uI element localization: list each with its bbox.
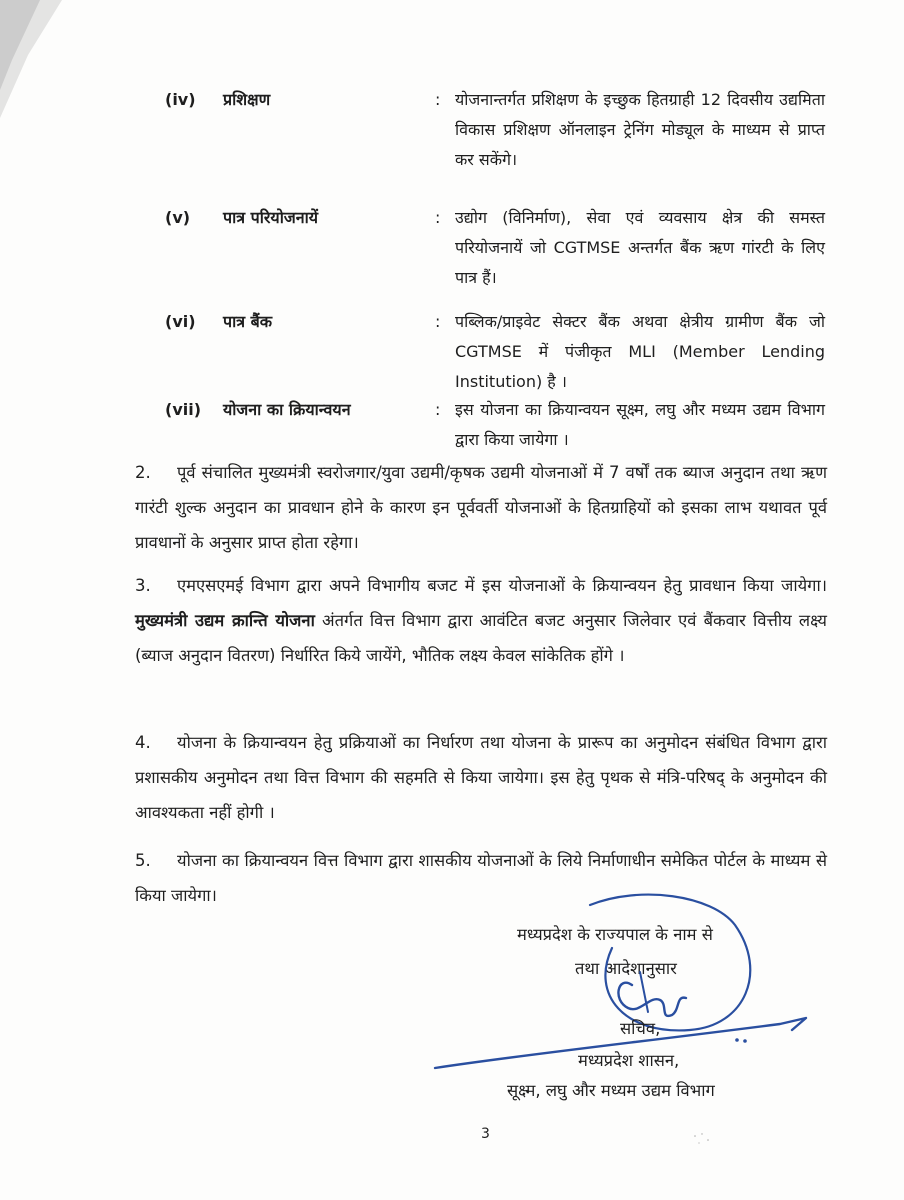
signature-line-department: सूक्ष्म, लघु और मध्यम उद्यम विभाग	[507, 1081, 715, 1100]
item-label: योजना का क्रियान्वयन	[223, 400, 351, 419]
paragraph-number: 5.	[135, 851, 151, 870]
item-description: योजनान्तर्गत प्रशिक्षण के इच्छुक हितग्राही 12 दिवसीय उद्यमिता विकास प्रशिक्षण ऑनलाइन ट्रेनिंग मोड्यूल के माध्यम से प्राप्त कर सकेंगे।	[455, 90, 825, 169]
scan-speckle	[690, 1130, 720, 1150]
item-description: उद्योग (विनिर्माण), सेवा एवं व्यवसाय क्षेत्र की समस्त परियोजनायें जो CGTMSE अन्तर्गत बैंक ऋण गांरटी के लिए पात्र हैं।	[455, 208, 825, 287]
paragraph-text: योजना के क्रियान्वयन हेतु प्रक्रियाओं का निर्धारण तथा योजना के प्रारूप का अनुमोदन संबंधित विभाग द्वारा प्रशासकीय अनुमोदन तथा वित्त विभाग की सहमति से किया जायेगा। इस हेतु पृथक से मंत्रि-परिषद् के अनुमोदन की आवश्यकता नहीं होगी ।	[135, 733, 827, 822]
scheme-name: मुख्यमंत्री उद्यम क्रान्ति योजना	[135, 611, 315, 630]
item-colon: :	[435, 90, 441, 109]
paragraph-text-continued: अंतर्गत वित्त विभाग द्वारा आवंटित बजट अनुसार जिलेवार एवं बैंकवार वित्तीय लक्ष्य (ब्याज अनुदान वितरण) निर्धारित किये जायेंगे, भौतिक लक्ष्य केवल सांकेतिक होंगे ।	[135, 611, 827, 665]
signature-designation: सचिव,	[620, 1019, 661, 1038]
item-number: (vii)	[165, 400, 202, 419]
paragraph-number: 4.	[135, 733, 151, 752]
paragraph-text: एमएसएमई विभाग द्वारा अपने विभागीय बजट में इस योजनाओं के क्रियान्वयन हेतु प्रावधान किया जायेगा।	[177, 576, 827, 595]
item-description: पब्लिक/प्राइवेट सेक्टर बैंक अथवा क्षेत्रीय ग्रामीण बैंक जो CGTMSE में पंजीकृत MLI (Member Lending Institution) है ।	[455, 312, 825, 391]
item-colon: :	[435, 400, 441, 419]
page-number: 3	[481, 1126, 490, 1142]
item-colon: :	[435, 312, 441, 331]
item-label: प्रशिक्षण	[223, 90, 271, 109]
paragraph-text: पूर्व संचालित मुख्यमंत्री स्वरोजगार/युवा उद्यमी/कृषक उद्यमी योजनाओं में 7 वर्षों तक ब्याज अनुदान तथा ऋण गारंटी शुल्क अनुदान का प्रावधान होने के कारण इन पूर्ववर्ती योजनाओं के हितग्राहियों को इसका लाभ यथावत पूर्व प्रावधानों के अनुसार प्राप्त होता रहेगा।	[135, 463, 827, 552]
item-number: (v)	[165, 208, 191, 227]
paragraph-number: 2.	[135, 463, 151, 482]
paragraph-text: योजना का क्रियान्वयन वित्त विभाग द्वारा शासकीय योजनाओं के लिये निर्माणाधीन समेकित पोर्टल के माध्यम से किया जायेगा।	[135, 851, 827, 905]
item-number: (iv)	[165, 90, 196, 109]
item-label: पात्र परियोजनायें	[223, 208, 319, 227]
signature-line-order: तथा आदेशानुसार	[575, 959, 677, 978]
item-colon: :	[435, 208, 441, 227]
item-description: इस योजना का क्रियान्वयन सूक्ष्म, लघु और मध्यम उद्यम विभाग द्वारा किया जायेगा ।	[455, 400, 825, 449]
item-label: पात्र बैंक	[223, 312, 273, 331]
paragraph-number: 3.	[135, 576, 151, 595]
signature-line-government: मध्यप्रदेश शासन,	[578, 1051, 680, 1070]
signature-line-governor: मध्यप्रदेश के राज्यपाल के नाम से	[517, 925, 713, 944]
item-number: (vi)	[165, 312, 196, 331]
